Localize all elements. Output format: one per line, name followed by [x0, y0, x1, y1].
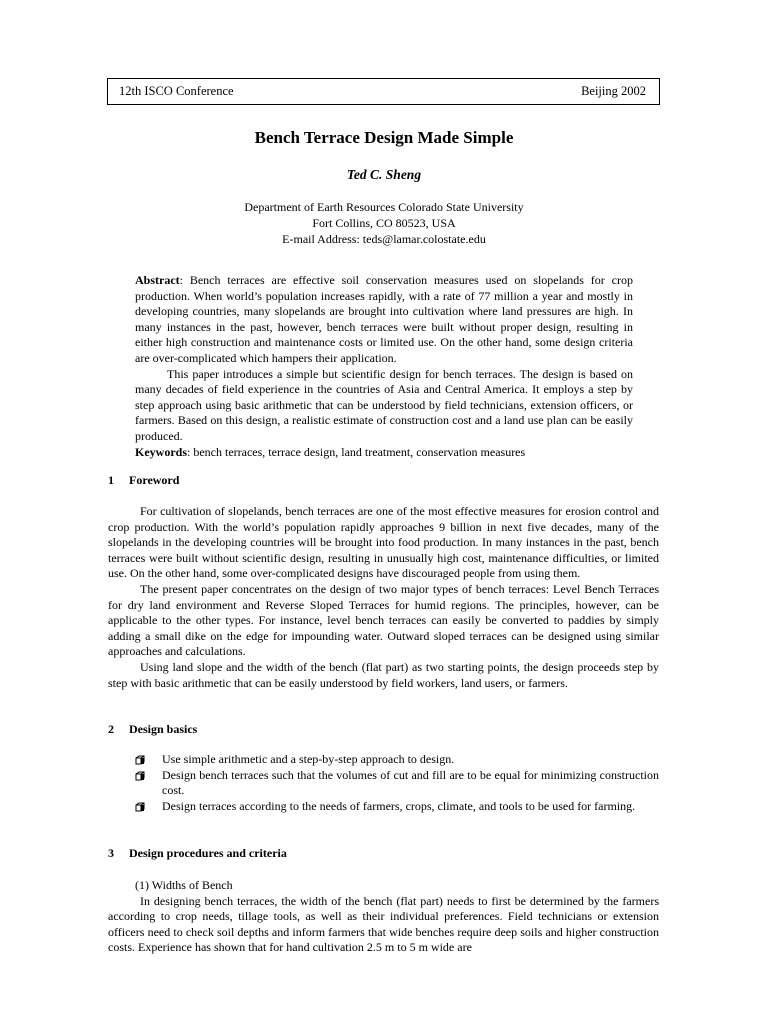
section-2-number: 2: [108, 722, 114, 736]
list-item: [135, 752, 659, 768]
design-basics-list: [135, 752, 659, 814]
foreword-paragraph-3: Using land slope and the width of the bench (flat part) as two starting points, the design proceeds step by step with basic arithmetic that can be easily understood by field workers, land users, or farmers.: [108, 659, 659, 690]
list-item: [135, 799, 659, 815]
section-1-number: 1: [108, 473, 114, 487]
section-3-number: 3: [108, 846, 114, 860]
abstract-paragraph-2: This paper introduces a simple but scientific design for bench terraces. The design is based on many decades of field experience in the countries of Asia and Central America. It employs a step by step approach using basic arithmetic that can be understood by field technicians, extension officers, or farmers. Based on this design, a realistic estimate of construction cost and a land use plan can be easily produced.: [135, 366, 633, 443]
conference-header: [107, 78, 660, 105]
list-item: [135, 768, 659, 799]
keywords-label: Keywords: [135, 444, 187, 459]
bullet-text: Design bench terraces such that the volumes of cut and fill are to be equal for minimizing construction cost.: [162, 767, 659, 798]
abstract-paragraph-1: [135, 273, 633, 367]
bullet-text: Use simple arithmetic and a step-by-step approach to design.: [162, 752, 455, 766]
conference-location: Beijing 2002: [581, 83, 646, 98]
section-1-title: Foreword: [129, 473, 180, 487]
section-3-title: Design procedures and criteria: [129, 846, 287, 860]
foreword-paragraph-2: The present paper concentrates on the design of two major types of bench terraces: Level Bench Terraces for dry land environment and Reverse Sloped Terraces for humid regions. The principles, however, can be applicable to the other types. For instance, level bench terraces can easily be converted to paddies by simply adding a small dike on the edge for impounding water. Outward sloped terraces can be designed using similar approaches and calculations.: [108, 581, 659, 659]
section-3-heading: [108, 846, 287, 862]
abstract-text-1: : Bench terraces are effective soil conservation measures used on slopelands for crop production. When world’s population increases rapidly, with a rate of 77 million a year and mostly in developing countries, many slopelands are brought into cultivation where land pressures are high. In many instances in the past, however, bench terraces were built without proper design, resulting in either high construction and maintenance costs or limited use. On the other hand, some design criteria are over-complicated which hampers their application.: [135, 273, 633, 365]
abstract-label: Abstract: [135, 273, 180, 287]
affiliation-address: Fort Collins, CO 80523, USA: [312, 216, 456, 230]
widths-paragraph: In designing bench terraces, the width of the bench (flat part) needs to first be determined by the farmers according to crop needs, tillage tools, as well as their individual preferences. Field technicians or extension officers need to check soil depths and inform farmers that wide benches require deep soils and higher construction costs. Experience has shown that for hand cultivation 2.5 m to 5 m wide are: [108, 893, 659, 955]
keywords-text: : bench terraces, terrace design, land treatment, conservation measures: [187, 444, 526, 459]
affiliation-block: [0, 199, 768, 247]
affiliation-email: E-mail Address: teds@lamar.colostate.edu: [282, 232, 486, 246]
section-3-body: [108, 878, 659, 956]
section-2-heading: [108, 722, 197, 738]
affiliation-department: Department of Earth Resources Colorado State University: [244, 200, 524, 214]
foreword-paragraph-1: For cultivation of slopelands, bench terraces are one of the most effective measures for erosion control and crop production. With the world’s population rapidly approaches 9 billion in next five decades, many of the slopelands in the developing countries will be brought into food production. In many instances in the past, bench terraces were built without scientific design, resulting in unusually high cost, maintenance difficulties, or limited use. On the other hand, some over-complicated designs have discouraged people from using them.: [108, 504, 659, 581]
conference-name: 12th ISCO Conference: [119, 83, 234, 98]
bullet-icon: [135, 755, 145, 765]
keywords-line: [135, 445, 633, 461]
paper-title: Bench Terrace Design Made Simple: [254, 128, 514, 147]
bullet-icon: [135, 771, 145, 781]
section-1-body: [108, 504, 659, 691]
bullet-text: Design terraces according to the needs of farmers, crops, climate, and tools to be used for farming.: [162, 798, 636, 813]
abstract-block: [135, 273, 633, 460]
section-1-heading: [108, 473, 179, 489]
section-2-title: Design basics: [129, 722, 198, 736]
author-name: Ted C. Sheng: [346, 167, 422, 182]
bullet-icon: [135, 802, 145, 812]
subsection-heading: (1) Widths of Bench: [135, 878, 233, 892]
